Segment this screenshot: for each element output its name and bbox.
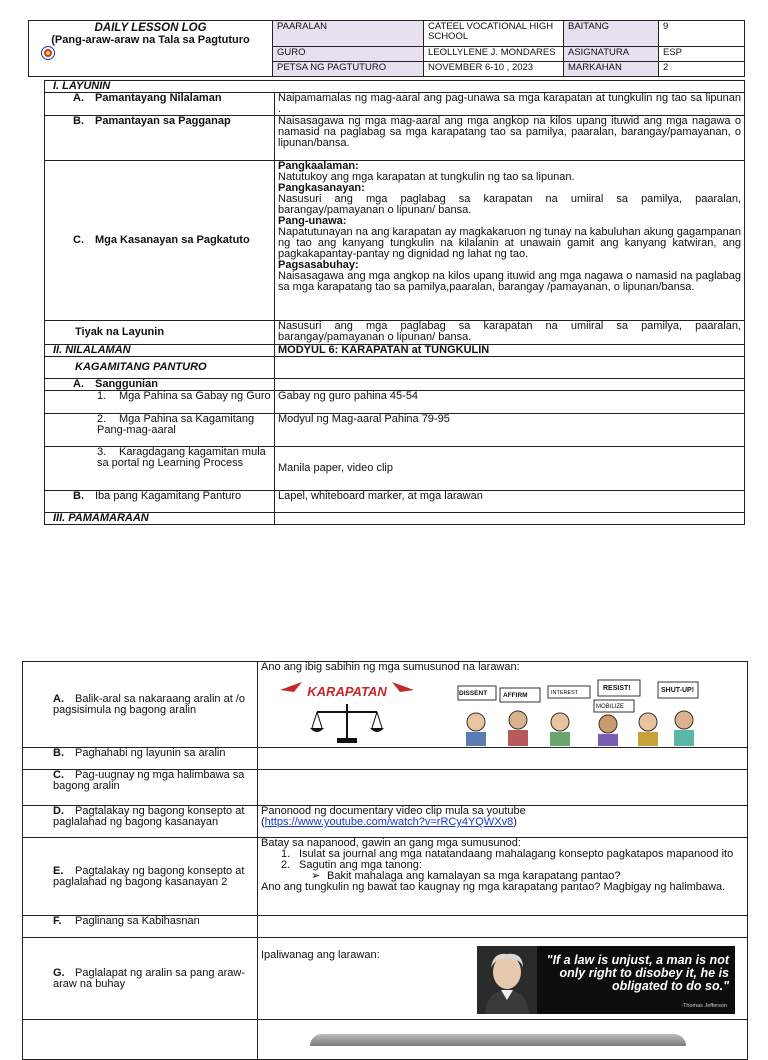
protest-sign-5: MOBILIZE [596, 704, 625, 710]
instruction-question-bullet: ➢ Bakit mahalaga ang kamalayan sa mga karapatang pantao? [311, 870, 621, 882]
row-number: 1. [97, 390, 107, 402]
row-text-pamantayang-nilalaman: Naipamamalas ng mag-aaral ang pag-unawa sa mga karapatan at tungkulin ng tao sa lipunan . [275, 93, 745, 116]
row-label-pagtalakay-2: E. Pagtalakay ng bagong konsepto at paglalahad ng bagong kasanayan 2 [23, 838, 258, 916]
kasanayan-heading-pang-unawa: Pang-unawa: [278, 215, 347, 227]
protest-sign-6: SHUT-UP! [661, 687, 695, 694]
header-label-asignatura: ASIGNATURA [564, 47, 659, 62]
row-letter: A. [53, 692, 64, 705]
header-value-asignatura: ESP [659, 47, 745, 62]
jefferson-quote-image [477, 946, 735, 1014]
row-letter: G. [53, 966, 65, 979]
kasanayan-text-pangkasanayan: Nasusuri ang mga paglabag sa karapatan na umiiral sa pamilya, paaralan, barangay/pamayanan o lipunan/ bansa. [278, 193, 741, 216]
page-title: DAILY LESSON LOG [94, 22, 207, 34]
empty-cell [258, 748, 748, 770]
row-label-karagdagang-kagamitan: 3. Karagdagang kagamitan mula sa portal ng Learning Process [45, 447, 275, 491]
row-text-gabay-guro: Gabay ng guro pahina 45-54 [275, 391, 745, 414]
kasanayan-heading-pangkasanayan: Pangkasanayan: [278, 182, 365, 194]
row-label-pagtalakay-1: D. Pagtalakay ng bagong konsepto at paglalahad ng bagong kasanayan [23, 806, 258, 838]
row-content-paglalapat [258, 938, 748, 1020]
row-label-balik-aral: A. Balik-aral sa nakaraang aralin at /o pagsisimula ng bagong aralin [23, 662, 258, 748]
row-label-tiyak-na-layunin: Tiyak na Layunin [45, 321, 275, 345]
section-nilalaman: II. NILALAMAN [45, 345, 275, 357]
header-title-cell [29, 21, 273, 77]
jefferson-portrait-icon [477, 946, 537, 1014]
protest-cartoon-image [448, 676, 713, 746]
row-text-iba-pang-kagamitan: Lapel, whiteboard marker, at mga larawan [275, 491, 745, 513]
row-label-pamantayang-nilalaman: A. Pamantayang Nilalaman [45, 93, 275, 116]
kasanayan-text-pang-unawa: Napatutunayan na ang karapatan ay magkakaruon ng tunay na kabuluhan akung gagampanan ng tao ang kanyang tungkulin na kilalanin at unawain gamit ang kanyang katwiran, ang pagkakapantay-pantay ng dignidad ng lahat ng tao. [278, 226, 741, 260]
row-label-sanggunian: A. Sanggunian [45, 379, 275, 391]
protest-sign-2: AFFIRM [503, 692, 528, 699]
kasanayan-text-pagsasabuhay: Naisasagawa ang mga angkop na kilos upang ituwid ang mga nagawa o namasid na paglabag sa mga karapatang tao sa pamilya,paaralan, barangay /pamayanan, o lipunan/bansa. [278, 270, 741, 293]
row-label-kagamitang-mag-aaral: 2. Mga Pahina sa Kagamitang Pang-mag-aaral [45, 414, 275, 447]
row-letter: B. [73, 490, 84, 502]
deped-seal-icon [41, 46, 55, 60]
lesson-table-part2 [22, 661, 748, 1060]
empty-cell [23, 1020, 258, 1060]
header-label-guro: GURO [273, 47, 424, 62]
row-content-balik-aral [258, 662, 748, 748]
section-kagamitang-panturo: KAGAMITANG PANTURO [45, 357, 275, 379]
row-letter: C. [53, 769, 64, 781]
partial-image-top [310, 1034, 686, 1046]
paglalapat-prompt: Ipaliwanag ang larawan: [261, 949, 380, 961]
empty-cell [275, 513, 745, 525]
karapatan-image-text: KARAPATAN [307, 684, 387, 699]
lesson-table-part1 [44, 80, 745, 525]
empty-cell [258, 770, 748, 806]
header-label-markahan: MARKAHAN [564, 62, 659, 77]
row-letter: F. [53, 915, 62, 927]
arrow-bullet-icon: ➢ [311, 870, 321, 882]
row-label-pamantayan-pagganap: B. Pamantayan sa Pagganap [45, 116, 275, 161]
video-clip-text: Panonood ng documentary video clip mula sa youtube [261, 805, 526, 817]
quote-author: -Thomas Jefferson [681, 1003, 727, 1009]
section-pamamaraan: III. PAMAMARAAN [45, 513, 275, 525]
row-label-paglalapat: G. Paglalapat ng aralin sa pang araw-araw na buhay [23, 938, 258, 1020]
header-table [28, 20, 745, 77]
row-label-paglinang: F. Paglinang sa Kabihasnan [23, 916, 258, 938]
protest-sign-1: DISSENT [459, 690, 488, 697]
row-text-pamantayan-pagganap: Naisasagawa ng mga mag-aaral ang mga angkop na kilos upang ituwid ang mga nagawa o namasid na paglabag sa mga karapatang tao sa pamilya, paaralan, barangay/pamayanan, o lipunan/bansa. [275, 116, 745, 161]
header-value-petsa: NOVEMBER 6-10 , 2023 [424, 62, 564, 77]
row-label-pag-uugnay: C. Pag-uugnay ng mga halimbawa sa bagong aralin [23, 770, 258, 806]
row-letter: C. [73, 234, 84, 246]
empty-cell [258, 916, 748, 938]
protest-sign-3: INTEREST [551, 690, 579, 696]
row-text-karagdagang-kagamitan: Manila paper, video clip [275, 447, 745, 491]
row-label-gabay-guro: 1. Mga Pahina sa Gabay ng Guro [45, 391, 275, 414]
balik-aral-prompt: Ano ang ibig sabihin ng mga sumusunod na larawan: [261, 661, 520, 673]
row-letter: A. [73, 378, 84, 390]
row-content-next [258, 1020, 748, 1060]
row-label-kasanayan: C. Mga Kasanayan sa Pagkatuto [45, 161, 275, 321]
row-letter: E. [53, 864, 64, 877]
youtube-link[interactable]: https://www.youtube.com/watch?v=rRCy4YQWXv8 [264, 816, 514, 828]
section-layunin: I. LAYUNIN [45, 81, 745, 93]
header-value-baitang: 9 [659, 21, 745, 47]
instructions-intro: Batay sa napanood, gawin an gang mga sumusunod: [261, 837, 521, 849]
kasanayan-text-pangkaalaman: Natutukoy ang mga karapatan at tungkulin ng tao sa lipunan. [278, 171, 575, 183]
row-content-pagtalakay-2 [258, 838, 748, 916]
karapatan-scale-image [272, 678, 422, 746]
row-letter: A. [73, 92, 84, 104]
row-label-paghahabi: B. Paghahabi ng layunin sa aralin [23, 748, 258, 770]
quote-text: "If a law is unjust, a man is not only right to disobey it, he is obligated to do so." [546, 953, 729, 993]
header-value-guro: LEOLLYLENE J. MONDARES [424, 47, 564, 62]
row-content-pagtalakay-1 [258, 806, 748, 838]
row-text-kagamitang-mag-aaral: Modyul ng Mag-aaral Pahina 79-95 [275, 414, 745, 447]
row-text-tiyak-na-layunin: Nasusuri ang mga paglabag sa karapatan na umiiral sa pamilya, paaralan, barangay/pamayanan o lipunan/ bansa. [275, 321, 745, 345]
youtube-link-line: (https://www.youtube.com/watch?v=rRCy4YQWXv8) [261, 816, 517, 828]
header-label-petsa: PETSA NG PAGTUTURO [273, 62, 424, 77]
header-label-baitang: BAITANG [564, 21, 659, 47]
header-value-markahan: 2 [659, 62, 745, 77]
row-number: 2. [97, 413, 107, 425]
row-letter: B. [73, 115, 84, 127]
header-label-paaralan: PAARALAN [273, 21, 424, 47]
modyul-title: MODYUL 6: KARAPATAN at TUNGKULIN [275, 345, 745, 357]
page-subtitle: (Pang-araw-araw na Tala sa Pagtuturo [51, 34, 250, 46]
row-number: 3. [97, 446, 107, 458]
instruction-item-1: 1. Isulat sa journal ang mga natatandaang mahalagang konsepto pagkatapos mapanood ito [281, 848, 734, 860]
row-label-iba-pang-kagamitan: B. Iba pang Kagamitang Panturo [45, 491, 275, 513]
row-letter: B. [53, 747, 64, 759]
kasanayan-heading-pagsasabuhay: Pagsasabuhay: [278, 259, 359, 271]
header-value-paaralan: CATEEL VOCATIONAL HIGH SCHOOL [424, 21, 564, 47]
kasanayan-heading-pangkaalaman: Pangkaalaman: [278, 160, 359, 172]
row-letter: D. [53, 805, 64, 817]
empty-cell [275, 379, 745, 391]
protest-sign-4: RESIST! [603, 685, 631, 692]
instruction-item-2: 2. Sagutin ang mga tanong: [281, 859, 422, 871]
empty-cell [275, 357, 745, 379]
row-text-kasanayan [275, 161, 745, 321]
instruction-question-2: Ano ang tungkulin ng bawat tao kaugnay ng mga karapatang pantao? Magbigay ng halimbawa. [261, 881, 726, 893]
